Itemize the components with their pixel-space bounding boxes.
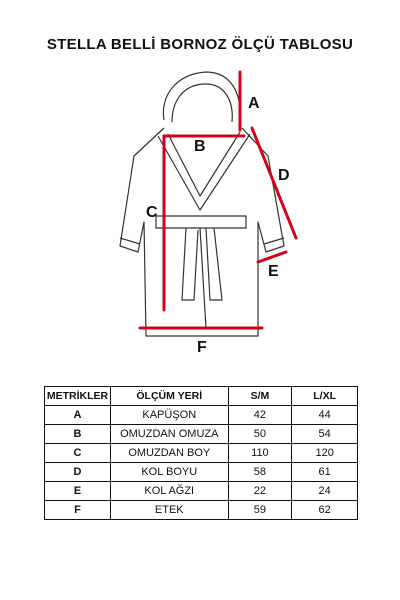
label-f: F [197,339,207,356]
label-b: B [194,138,206,155]
cell-metric: B [45,425,111,444]
table-row [45,406,358,425]
cell-lxl: 62 [292,501,358,520]
header-lxl: L/XL [292,387,358,406]
cell-sm: 22 [228,482,292,501]
cell-metric: D [45,463,111,482]
measure-line-e [258,252,286,262]
cell-lxl: 44 [292,406,358,425]
label-d: D [278,167,290,184]
cell-sm: 58 [228,463,292,482]
table-header-row [45,387,358,406]
cell-metric: F [45,501,111,520]
table-row [45,482,358,501]
cell-sm: 110 [228,444,292,463]
cell-lxl: 24 [292,482,358,501]
cell-sm: 50 [228,425,292,444]
cell-metric: C [45,444,111,463]
cell-place: OMUZDAN BOY [110,444,228,463]
table-row [45,444,358,463]
cell-lxl: 54 [292,425,358,444]
table-row [45,463,358,482]
cell-place: KOL AĞZI [110,482,228,501]
cell-sm: 59 [228,501,292,520]
page-title: STELLA BELLİ BORNOZ ÖLÇÜ TABLOSU [46,36,354,53]
cell-place: KOL BOYU [110,463,228,482]
cell-lxl: 61 [292,463,358,482]
cell-lxl: 120 [292,444,358,463]
header-place: ÖLÇÜM YERİ [110,387,228,406]
header-sm: S/M [228,387,292,406]
cell-place: OMUZDAN OMUZA [110,425,228,444]
label-c: C [146,204,158,221]
cell-sm: 42 [228,406,292,425]
cell-metric: E [45,482,111,501]
table-row [45,501,358,520]
cell-metric: A [45,406,111,425]
size-table [44,386,358,520]
cell-place: ETEK [110,501,228,520]
header-metric: METRİKLER [45,387,111,406]
table-row [45,425,358,444]
label-a: A [248,95,260,112]
label-e: E [268,263,279,280]
cell-place: KAPÜŞON [110,406,228,425]
